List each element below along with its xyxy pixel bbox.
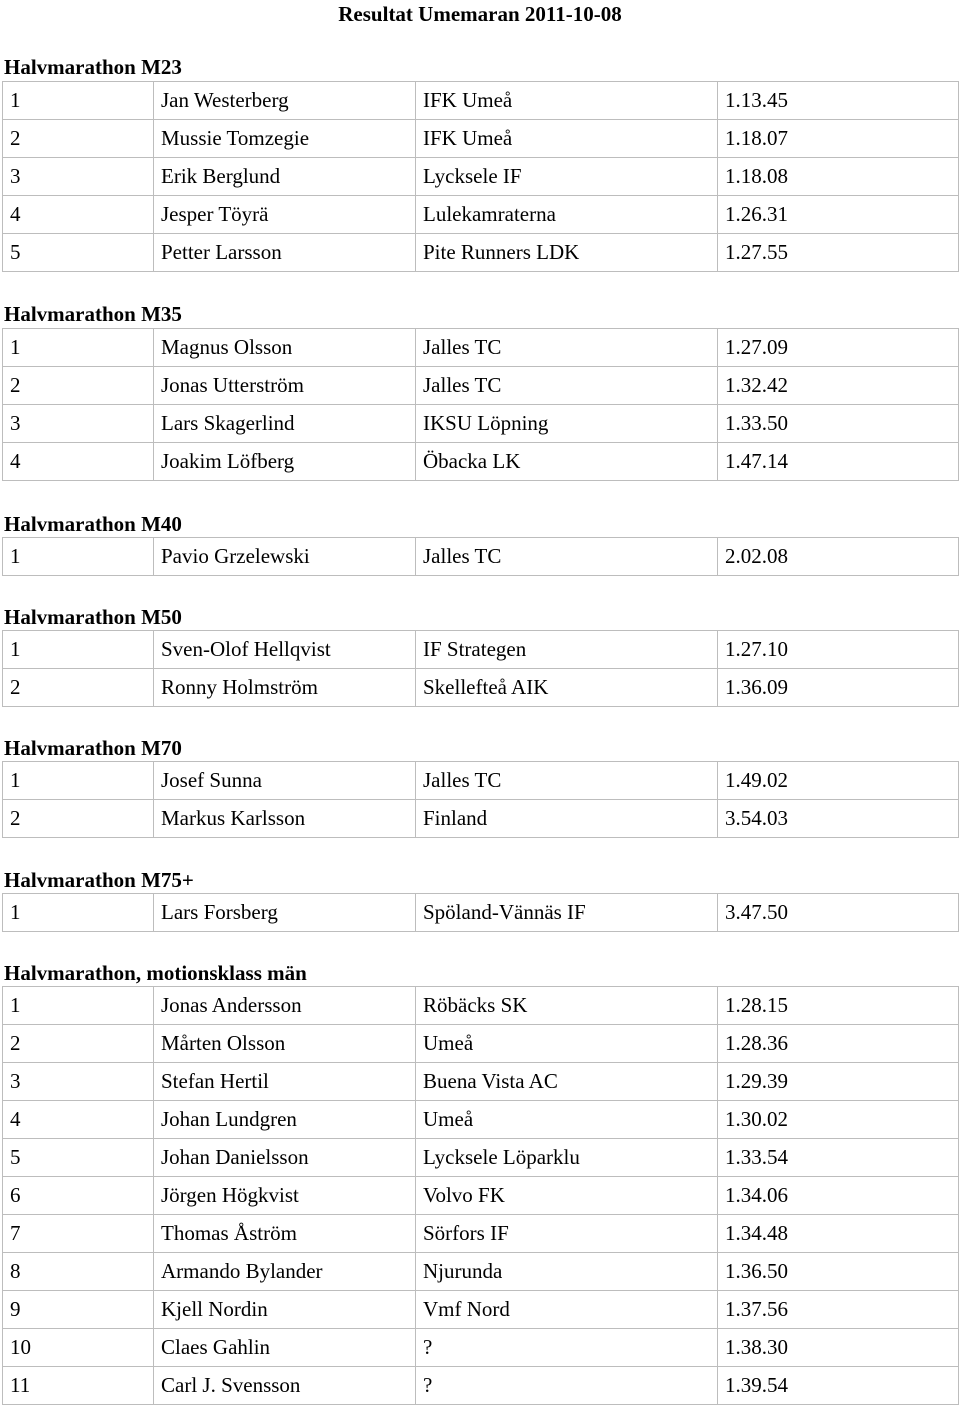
club-cell: Sörfors IF: [416, 1215, 718, 1253]
club-cell: Lycksele IF: [416, 158, 718, 196]
section-title: Halvmarathon M70: [4, 736, 182, 760]
club-cell: Umeå: [416, 1101, 718, 1139]
place-cell: 2: [3, 669, 154, 707]
club-cell: ?: [416, 1367, 718, 1405]
name-cell: Erik Berglund: [154, 158, 416, 196]
name-cell: Jonas Utterström: [154, 367, 416, 405]
time-cell: 1.34.06: [718, 1177, 959, 1215]
name-cell: Pavio Grzelewski: [154, 538, 416, 576]
time-cell: 1.34.48: [718, 1215, 959, 1253]
place-cell: 1: [3, 631, 154, 669]
table-row: [3, 1139, 959, 1177]
time-cell: 1.36.09: [718, 669, 959, 707]
table-row: [3, 1101, 959, 1139]
club-cell: Finland: [416, 800, 718, 838]
time-cell: 1.30.02: [718, 1101, 959, 1139]
page-title: Resultat Umemaran 2011-10-08: [338, 2, 622, 26]
name-cell: Ronny Holmström: [154, 669, 416, 707]
name-cell: Jan Westerberg: [154, 82, 416, 120]
club-cell: Jalles TC: [416, 762, 718, 800]
club-cell: Skellefteå AIK: [416, 669, 718, 707]
place-cell: 4: [3, 1101, 154, 1139]
place-cell: 1: [3, 762, 154, 800]
place-cell: 11: [3, 1367, 154, 1405]
place-cell: 3: [3, 1063, 154, 1101]
table-row: [3, 631, 959, 669]
name-cell: Magnus Olsson: [154, 329, 416, 367]
place-cell: 8: [3, 1253, 154, 1291]
place-cell: 5: [3, 234, 154, 272]
club-cell: Volvo FK: [416, 1177, 718, 1215]
table-row: [3, 234, 959, 272]
place-cell: 2: [3, 800, 154, 838]
place-cell: 9: [3, 1291, 154, 1329]
club-cell: IKSU Löpning: [416, 405, 718, 443]
name-cell: Mårten Olsson: [154, 1025, 416, 1063]
club-cell: Njurunda: [416, 1253, 718, 1291]
results-table: [2, 761, 959, 838]
club-cell: Pite Runners LDK: [416, 234, 718, 272]
name-cell: Johan Danielsson: [154, 1139, 416, 1177]
table-row: [3, 1025, 959, 1063]
table-row: [3, 1329, 959, 1367]
table-row: [3, 762, 959, 800]
name-cell: Mussie Tomzegie: [154, 120, 416, 158]
time-cell: 1.26.31: [718, 196, 959, 234]
name-cell: Joakim Löfberg: [154, 443, 416, 481]
club-cell: ?: [416, 1329, 718, 1367]
section-title: Halvmarathon M50: [4, 605, 182, 629]
section-title: Halvmarathon M23: [4, 55, 182, 79]
club-cell: Lulekamraterna: [416, 196, 718, 234]
name-cell: Petter Larsson: [154, 234, 416, 272]
time-cell: 3.54.03: [718, 800, 959, 838]
name-cell: Stefan Hertil: [154, 1063, 416, 1101]
club-cell: Jalles TC: [416, 367, 718, 405]
name-cell: Jörgen Högkvist: [154, 1177, 416, 1215]
name-cell: Johan Lundgren: [154, 1101, 416, 1139]
table-row: [3, 120, 959, 158]
place-cell: 7: [3, 1215, 154, 1253]
results-table: [2, 630, 959, 707]
table-row: [3, 405, 959, 443]
club-cell: Röbäcks SK: [416, 987, 718, 1025]
time-cell: 1.28.36: [718, 1025, 959, 1063]
time-cell: 1.27.55: [718, 234, 959, 272]
table-row: [3, 196, 959, 234]
name-cell: Lars Forsberg: [154, 894, 416, 932]
name-cell: Markus Karlsson: [154, 800, 416, 838]
club-cell: Vmf Nord: [416, 1291, 718, 1329]
time-cell: 1.38.30: [718, 1329, 959, 1367]
section-title: Halvmarathon M75+: [4, 868, 194, 892]
place-cell: 1: [3, 538, 154, 576]
club-cell: IFK Umeå: [416, 120, 718, 158]
section-title: Halvmarathon, motionsklass män: [4, 961, 307, 985]
table-row: [3, 158, 959, 196]
time-cell: 1.18.07: [718, 120, 959, 158]
table-row: [3, 1063, 959, 1101]
table-row: [3, 1177, 959, 1215]
club-cell: Buena Vista AC: [416, 1063, 718, 1101]
table-row: [3, 800, 959, 838]
club-cell: Lycksele Löparklu: [416, 1139, 718, 1177]
results-table: [2, 986, 959, 1405]
time-cell: 1.27.09: [718, 329, 959, 367]
club-cell: Jalles TC: [416, 538, 718, 576]
place-cell: 5: [3, 1139, 154, 1177]
table-row: [3, 1253, 959, 1291]
name-cell: Josef Sunna: [154, 762, 416, 800]
table-row: [3, 1291, 959, 1329]
time-cell: 1.27.10: [718, 631, 959, 669]
section-title: Halvmarathon M40: [4, 512, 182, 536]
name-cell: Lars Skagerlind: [154, 405, 416, 443]
place-cell: 2: [3, 1025, 154, 1063]
time-cell: 1.47.14: [718, 443, 959, 481]
time-cell: 1.49.02: [718, 762, 959, 800]
table-row: [3, 987, 959, 1025]
results-table: [2, 893, 959, 932]
time-cell: 1.28.15: [718, 987, 959, 1025]
club-cell: Spöland-Vännäs IF: [416, 894, 718, 932]
table-row: [3, 443, 959, 481]
results-table: [2, 81, 959, 272]
club-cell: Umeå: [416, 1025, 718, 1063]
name-cell: Kjell Nordin: [154, 1291, 416, 1329]
club-cell: IF Strategen: [416, 631, 718, 669]
table-row: [3, 367, 959, 405]
time-cell: 1.32.42: [718, 367, 959, 405]
time-cell: 2.02.08: [718, 538, 959, 576]
club-cell: Öbacka LK: [416, 443, 718, 481]
time-cell: 1.29.39: [718, 1063, 959, 1101]
place-cell: 3: [3, 158, 154, 196]
time-cell: 3.47.50: [718, 894, 959, 932]
club-cell: IFK Umeå: [416, 82, 718, 120]
name-cell: Jonas Andersson: [154, 987, 416, 1025]
club-cell: Jalles TC: [416, 329, 718, 367]
name-cell: Thomas Åström: [154, 1215, 416, 1253]
place-cell: 1: [3, 82, 154, 120]
place-cell: 1: [3, 329, 154, 367]
place-cell: 2: [3, 367, 154, 405]
table-row: [3, 329, 959, 367]
place-cell: 2: [3, 120, 154, 158]
results-table: [2, 537, 959, 576]
results-table: [2, 328, 959, 481]
time-cell: 1.33.54: [718, 1139, 959, 1177]
table-row: [3, 82, 959, 120]
place-cell: 1: [3, 987, 154, 1025]
time-cell: 1.18.08: [718, 158, 959, 196]
place-cell: 4: [3, 196, 154, 234]
table-row: [3, 1215, 959, 1253]
time-cell: 1.37.56: [718, 1291, 959, 1329]
place-cell: 6: [3, 1177, 154, 1215]
table-row: [3, 538, 959, 576]
place-cell: 1: [3, 894, 154, 932]
table-row: [3, 1367, 959, 1405]
time-cell: 1.39.54: [718, 1367, 959, 1405]
table-row: [3, 669, 959, 707]
section-title: Halvmarathon M35: [4, 302, 182, 326]
time-cell: 1.36.50: [718, 1253, 959, 1291]
table-row: [3, 894, 959, 932]
place-cell: 3: [3, 405, 154, 443]
name-cell: Armando Bylander: [154, 1253, 416, 1291]
name-cell: Sven-Olof Hellqvist: [154, 631, 416, 669]
name-cell: Jesper Töyrä: [154, 196, 416, 234]
place-cell: 10: [3, 1329, 154, 1367]
name-cell: Carl J. Svensson: [154, 1367, 416, 1405]
time-cell: 1.33.50: [718, 405, 959, 443]
place-cell: 4: [3, 443, 154, 481]
time-cell: 1.13.45: [718, 82, 959, 120]
name-cell: Claes Gahlin: [154, 1329, 416, 1367]
